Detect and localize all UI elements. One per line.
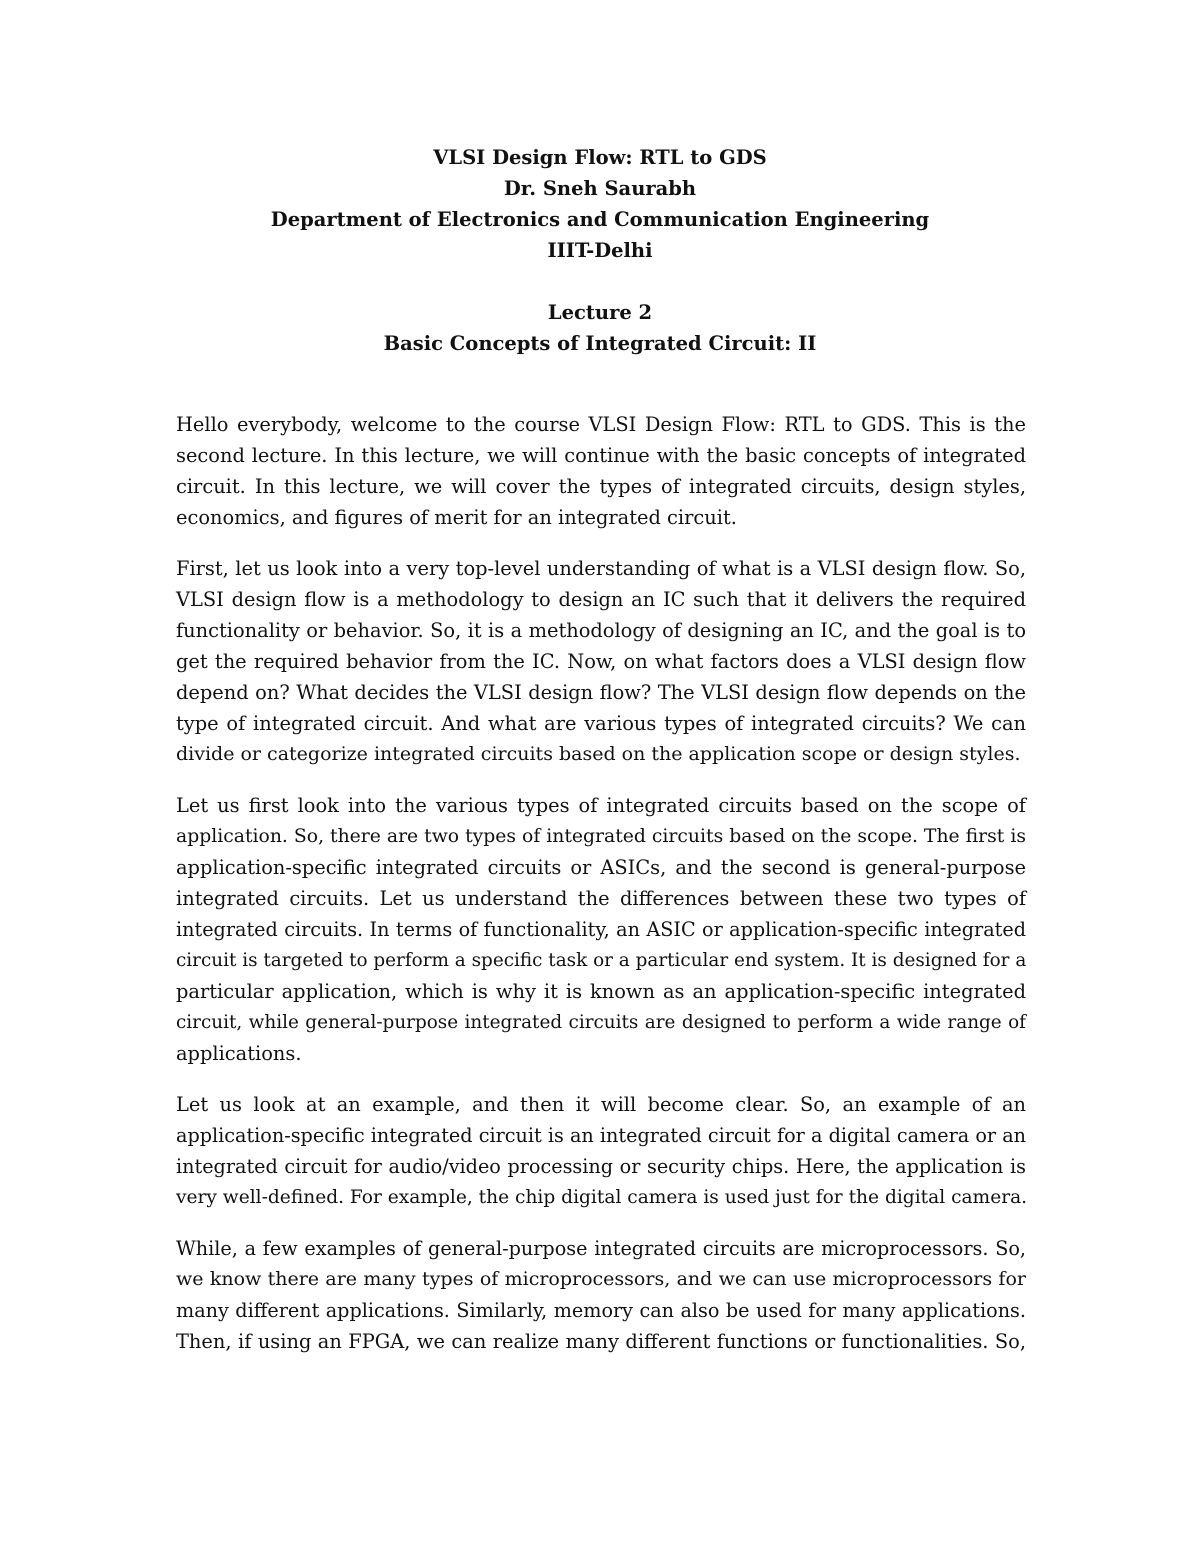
author-name: Dr. Sneh Saurabh (503, 177, 697, 200)
paragraph-line: many different applications. Similarly, memory can also be used for many applications. (176, 1299, 1026, 1322)
paragraph-line: circuit is targeted to perform a specific task or a particular end system. It is designed for a (176, 950, 1027, 971)
paragraph-line: application-specific integrated circuit is an integrated circuit for a digital camera or an (176, 1124, 1026, 1147)
department-name: Department of Electronics and Communication Engineering (270, 208, 930, 231)
paragraph-line: application. So, there are two types of integrated circuits based on the scope. The first is (176, 826, 1026, 847)
paragraph-line: circuit, while general-purpose integrated circuits are designed to perform a wide range of (176, 1012, 1026, 1033)
paragraph-line: very well-defined. For example, the chip digital camera is used just for the digital camera. (176, 1187, 1028, 1208)
paragraph-line: second lecture. In this lecture, we will continue with the basic concepts of integrated (176, 444, 1026, 467)
document-header (150, 142, 1050, 359)
document-body (176, 409, 1026, 1377)
course-title: VLSI Design Flow: RTL to GDS (433, 146, 767, 169)
paragraph-line: Let us look at an example, and then it will become clear. So, an example of an (176, 1093, 1026, 1116)
paragraph-line: functionality or behavior. So, it is a methodology of designing an IC, and the goal is to (176, 619, 1026, 642)
paragraph-line: Hello everybody, welcome to the course VLSI Design Flow: RTL to GDS. This is the (176, 413, 1026, 436)
paragraph-line: particular application, which is why it is known as an application-specific integrated (176, 980, 1026, 1003)
paragraph-line: Then, if using an FPGA, we can realize many different functions or functionalities. So, (176, 1330, 1026, 1353)
paragraph-line: integrated circuits. Let us understand the differences between these two types of (176, 887, 1026, 910)
paragraph-line: application-specific integrated circuits or ASICs, and the second is general-purpose (176, 856, 1026, 879)
lecture-title: Basic Concepts of Integrated Circuit: II (383, 332, 817, 355)
paragraph-line: integrated circuits. In terms of functionality, an ASIC or application-specific integrated (176, 918, 1026, 941)
paragraph-line: type of integrated circuit. And what are various types of integrated circuits? We can (176, 712, 1026, 735)
paragraph-line: Let us first look into the various types of integrated circuits based on the scope of (176, 794, 1026, 817)
paragraph-line: circuit. In this lecture, we will cover the types of integrated circuits, design styles, (176, 475, 1026, 498)
paragraph-line: integrated circuit for audio/video processing or security chips. Here, the application is (176, 1155, 1026, 1178)
paragraph-line: First, let us look into a very top-level understanding of what is a VLSI design flow. So, (176, 557, 1026, 580)
paragraph-2 (176, 553, 1026, 770)
institute-name: IIIT-Delhi (547, 239, 653, 262)
paragraph-3 (176, 790, 1026, 1069)
paragraph-line: While, a few examples of general-purpose integrated circuits are microprocessors. So, (176, 1237, 1026, 1260)
paragraph-line: depend on? What decides the VLSI design flow? The VLSI design flow depends on the (176, 681, 1026, 704)
header-spacer (150, 266, 1050, 297)
paragraph-line: VLSI design flow is a methodology to design an IC such that it delivers the required (176, 588, 1026, 611)
paragraph-line: divide or categorize integrated circuits based on the application scope or design styles. (176, 743, 1021, 765)
paragraph-line: we know there are many types of microprocessors, and we can use microprocessors for (176, 1268, 1026, 1290)
paragraph-line: economics, and figures of merit for an integrated circuit. (176, 506, 737, 529)
paragraph-line: applications. (176, 1042, 302, 1065)
paragraph-line: get the required behavior from the IC. Now, on what factors does a VLSI design flow (176, 650, 1026, 673)
paragraph-5 (176, 1233, 1026, 1357)
paragraph-4 (176, 1089, 1026, 1213)
lecture-number: Lecture 2 (547, 301, 653, 324)
paragraph-1 (176, 409, 1026, 533)
